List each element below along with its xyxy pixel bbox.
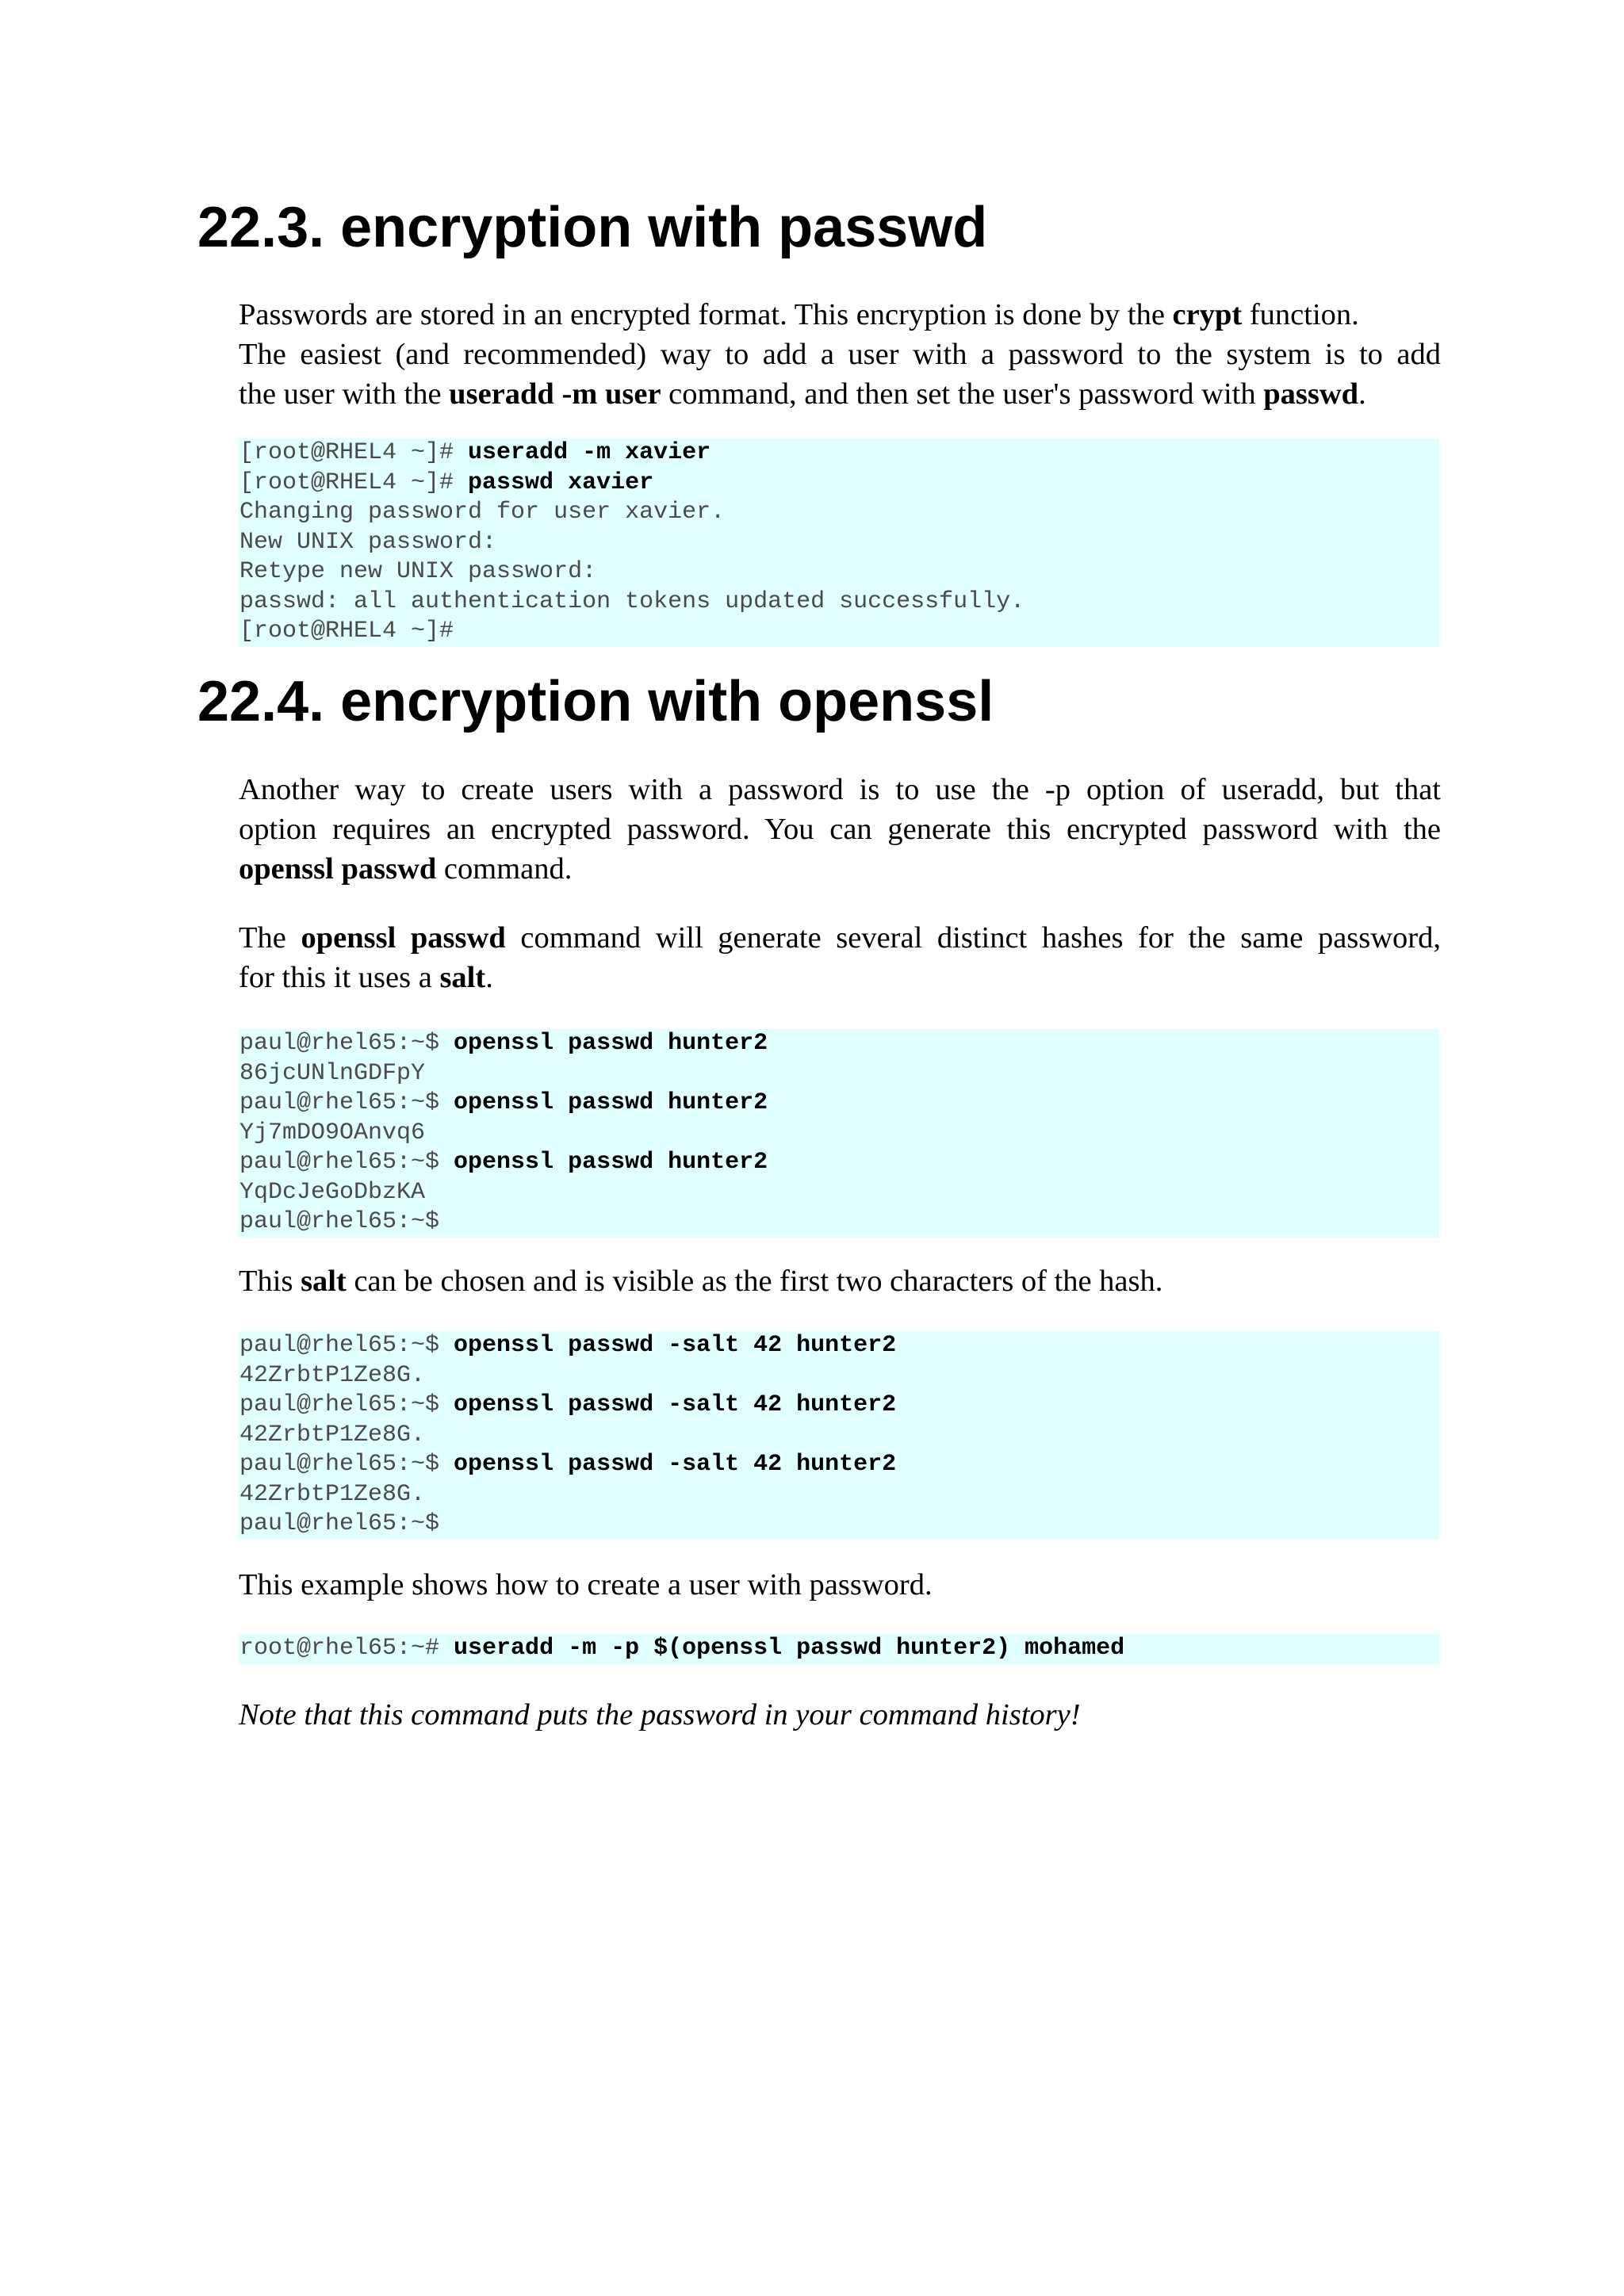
shell-prompt: root@rhel65:~# bbox=[239, 1635, 454, 1662]
code-block-passwd bbox=[239, 438, 1439, 647]
paragraph-line: option requires an encrypted password. You can generate this encrypted password with the bbox=[239, 813, 1441, 846]
text-run: This bbox=[239, 1265, 301, 1298]
paragraph-line bbox=[239, 958, 1441, 997]
code-output: passwd: all authentication tokens updated successfully. bbox=[239, 587, 1025, 615]
section-heading-22-4: 22.4. encryption with openssl bbox=[197, 670, 994, 733]
code-output: 42ZrbtP1Ze8G. bbox=[239, 1480, 426, 1508]
code-line bbox=[239, 617, 1439, 647]
paragraph-example bbox=[239, 1565, 1441, 1605]
code-line bbox=[239, 1391, 1439, 1421]
code-line bbox=[239, 1029, 1439, 1059]
shell-command: openssl passwd -salt 42 hunter2 bbox=[454, 1391, 897, 1418]
shell-prompt: paul@rhel65:~$ bbox=[239, 1510, 440, 1537]
section-heading-22-3: 22.3. encryption with passwd bbox=[197, 196, 988, 259]
code-line bbox=[239, 469, 1439, 499]
paragraph-line: Another way to create users with a password is to use the -p option of useradd, but that bbox=[239, 773, 1441, 806]
paragraph-line bbox=[239, 1261, 1441, 1301]
text-run: for this it uses a bbox=[239, 961, 440, 994]
text-run: command. bbox=[436, 852, 573, 886]
code-line bbox=[239, 1089, 1439, 1119]
shell-command: openssl passwd hunter2 bbox=[454, 1149, 768, 1176]
code-line bbox=[239, 1331, 1439, 1361]
code-block-openssl-salt bbox=[239, 1331, 1439, 1540]
bold-term-useradd: useradd -m user bbox=[449, 377, 661, 411]
shell-prompt: paul@rhel65:~$ bbox=[239, 1208, 440, 1235]
shell-command: openssl passwd hunter2 bbox=[454, 1030, 768, 1057]
bold-term-openssl-passwd: openssl passwd bbox=[239, 852, 437, 886]
code-line bbox=[239, 1207, 1439, 1238]
code-line bbox=[239, 1450, 1439, 1480]
text-run: . bbox=[1358, 377, 1366, 411]
bold-term-passwd: passwd bbox=[1263, 377, 1359, 411]
bold-term-openssl-passwd: openssl passwd bbox=[301, 921, 506, 955]
paragraph-salt-visible bbox=[239, 1261, 1441, 1301]
text-run: the user with the bbox=[239, 377, 450, 411]
bold-term-salt: salt bbox=[439, 961, 486, 994]
shell-command: useradd -m -p $(openssl passwd hunter2) mohamed bbox=[454, 1635, 1125, 1662]
paragraph-line bbox=[239, 295, 1441, 335]
shell-prompt: paul@rhel65:~$ bbox=[239, 1332, 454, 1359]
text-run: Passwords are stored in an encrypted format. This encryption is done by the bbox=[239, 298, 1173, 331]
text-run: . bbox=[485, 961, 493, 994]
shell-prompt: paul@rhel65:~$ bbox=[239, 1391, 454, 1418]
shell-prompt: paul@rhel65:~$ bbox=[239, 1149, 454, 1176]
code-output: Changing password for user xavier. bbox=[239, 499, 726, 526]
shell-prompt: paul@rhel65:~$ bbox=[239, 1451, 454, 1478]
code-output: New UNIX password: bbox=[239, 528, 497, 556]
code-output: Retype new UNIX password: bbox=[239, 558, 597, 585]
code-output: 42ZrbtP1Ze8G. bbox=[239, 1361, 426, 1389]
paragraph-line: This example shows how to create a user with password. bbox=[239, 1568, 933, 1601]
shell-command: openssl passwd -salt 42 hunter2 bbox=[454, 1451, 897, 1478]
paragraph-line: The easiest (and recommended) way to add a user with a password to the system is to add bbox=[239, 338, 1441, 371]
shell-prompt: paul@rhel65:~$ bbox=[239, 1089, 454, 1116]
code-line bbox=[239, 1634, 1439, 1664]
text-run: command, and then set the user's password with bbox=[661, 377, 1264, 411]
shell-command: openssl passwd -salt 42 hunter2 bbox=[454, 1332, 897, 1359]
paragraph-line bbox=[239, 374, 1441, 414]
shell-command: useradd -m xavier bbox=[468, 439, 711, 466]
paragraph-line bbox=[239, 849, 1441, 889]
code-line bbox=[239, 1510, 1439, 1540]
shell-command: passwd xavier bbox=[468, 469, 654, 496]
code-line bbox=[239, 1148, 1439, 1178]
paragraph-openssl-salt bbox=[239, 918, 1441, 997]
code-block-openssl bbox=[239, 1029, 1439, 1238]
shell-prompt: [root@RHEL4 ~]# bbox=[239, 469, 469, 496]
shell-command: openssl passwd hunter2 bbox=[454, 1089, 768, 1116]
note-command-history bbox=[239, 1695, 1441, 1735]
code-output: 42ZrbtP1Ze8G. bbox=[239, 1421, 426, 1448]
code-line bbox=[239, 438, 1439, 469]
shell-prompt: [root@RHEL4 ~]# bbox=[239, 439, 469, 466]
bold-term-salt: salt bbox=[301, 1265, 347, 1298]
text-run: command will generate several distinct hashes for the same password, bbox=[505, 921, 1441, 955]
bold-term-crypt: crypt bbox=[1172, 298, 1243, 331]
code-output: 86jcUNlnGDFpY bbox=[239, 1059, 426, 1087]
paragraph-line bbox=[239, 918, 1441, 958]
code-output: Yj7mDO9OAnvq6 bbox=[239, 1119, 426, 1146]
text-run: The bbox=[239, 921, 301, 955]
code-block-useradd-openssl bbox=[239, 1634, 1439, 1664]
shell-prompt: paul@rhel65:~$ bbox=[239, 1030, 454, 1057]
paragraph-passwd-intro bbox=[239, 295, 1441, 414]
shell-prompt: [root@RHEL4 ~]# bbox=[239, 618, 454, 645]
paragraph-openssl-intro bbox=[239, 770, 1441, 889]
text-run: function. bbox=[1242, 298, 1359, 331]
code-output: YqDcJeGoDbzKA bbox=[239, 1178, 426, 1206]
text-run: can be chosen and is visible as the first two characters of the hash. bbox=[346, 1265, 1163, 1298]
paragraph-line: Note that this command puts the password in your command history! bbox=[239, 1698, 1081, 1732]
